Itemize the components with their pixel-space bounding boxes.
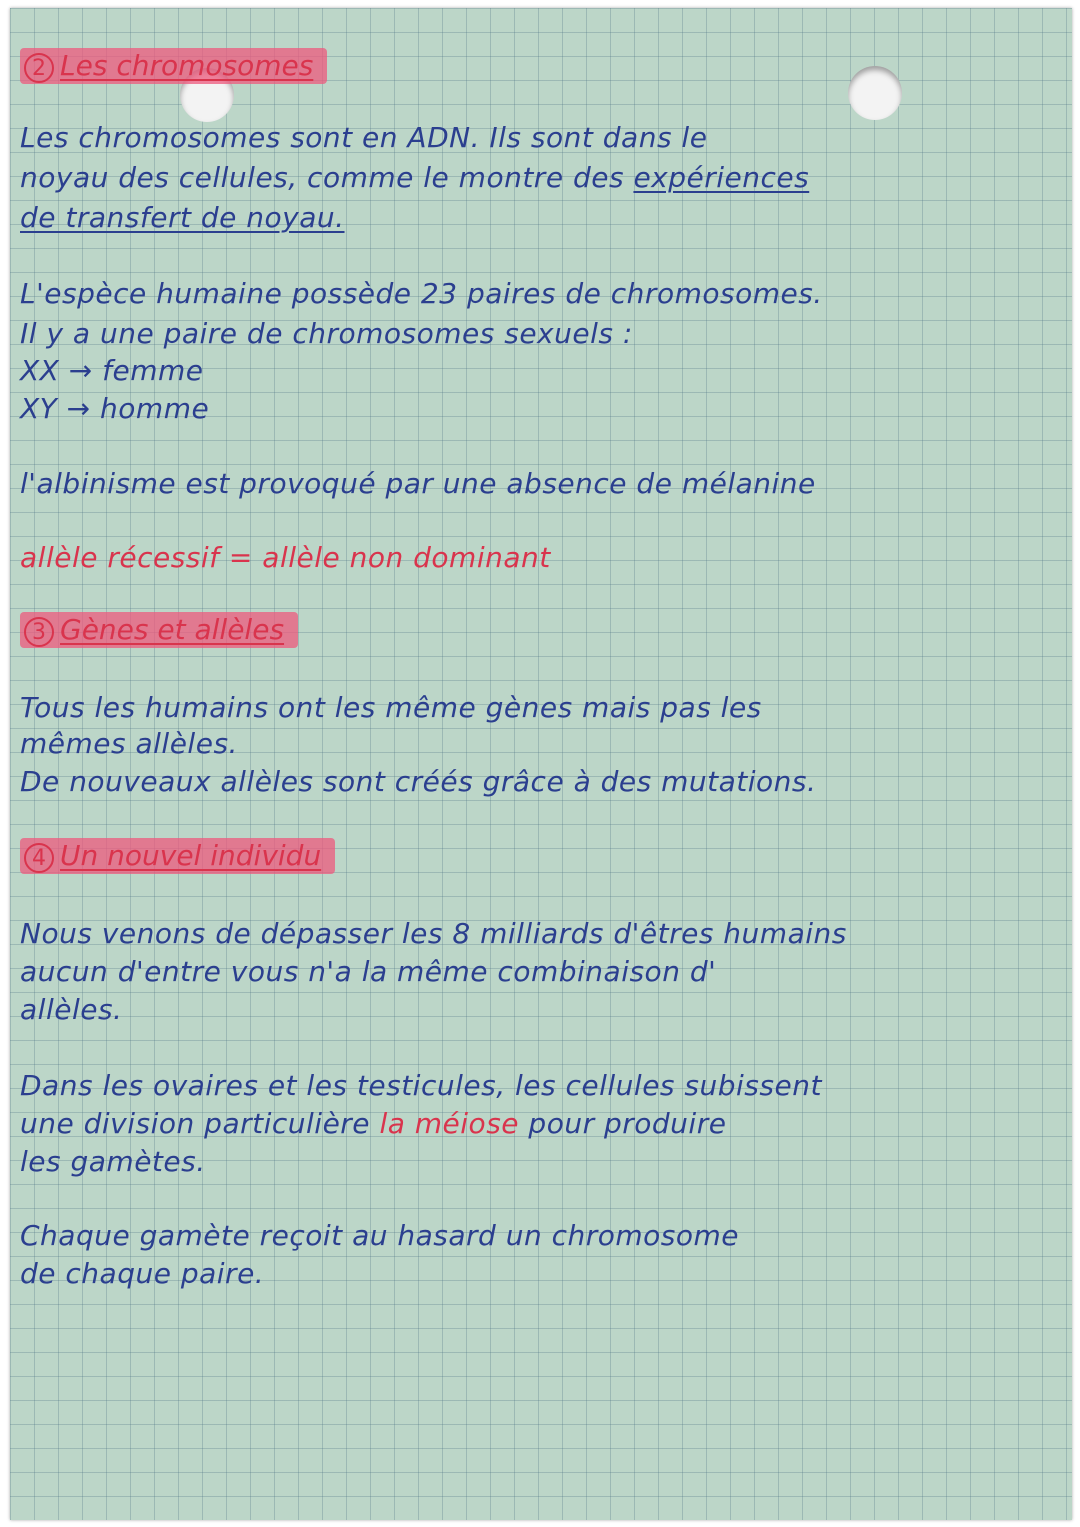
section-number: 4 [24,843,54,873]
text-line [20,1106,726,1142]
text-line [20,160,809,196]
section-title: Les chromosomes [60,49,314,82]
underlined-term: expériences [633,161,810,194]
text-line: XX → femme [20,354,204,387]
section-number: 2 [24,53,54,83]
section-title: Gènes et allèles [60,613,285,646]
text-segment: pour produire [519,1107,727,1140]
underlined-line: de transfert de noyau. [20,201,345,234]
text-segment: une division particulière [20,1107,380,1140]
highlighted-term: la méiose [379,1107,520,1140]
text-line: allèles. [20,993,123,1026]
section-2-heading [20,48,327,84]
section-3-heading [20,612,298,648]
text-line: aucun d'entre vous n'a la même combinaison d' [20,955,717,988]
definition-line: allèle récessif = allèle non dominant [20,541,551,574]
text-line: l'albinisme est provoqué par une absence de mélanine [20,467,816,500]
text-line: Les chromosomes sont en ADN. Ils sont dans le [20,121,708,154]
section-title: Un nouvel individu [60,839,322,872]
text-line: Il y a une paire de chromosomes sexuels : [20,317,633,350]
text-segment: noyau des cellules, comme le montre des [20,161,634,194]
section-4-heading [20,838,335,874]
text-line: Dans les ovaires et les testicules, les cellules subissent [20,1069,822,1102]
text-line: Chaque gamète reçoit au hasard un chromosome [20,1219,740,1252]
text-line: L'espèce humaine possède 23 paires de chromosomes. [20,277,823,310]
text-line: De nouveaux allèles sont créés grâce à des mutations. [20,765,817,798]
text-line: Nous venons de dépasser les 8 milliards d'êtres humains [20,917,847,950]
text-line: de chaque paire. [20,1257,265,1290]
text-line: mêmes allèles. [20,727,238,760]
text-line: XY → homme [20,392,210,425]
notebook-page [10,8,1072,1520]
section-number: 3 [24,617,54,647]
punch-hole-right [848,66,902,120]
text-line: Tous les humains ont les même gènes mais pas les [20,691,762,724]
text-line: les gamètes. [20,1145,206,1178]
